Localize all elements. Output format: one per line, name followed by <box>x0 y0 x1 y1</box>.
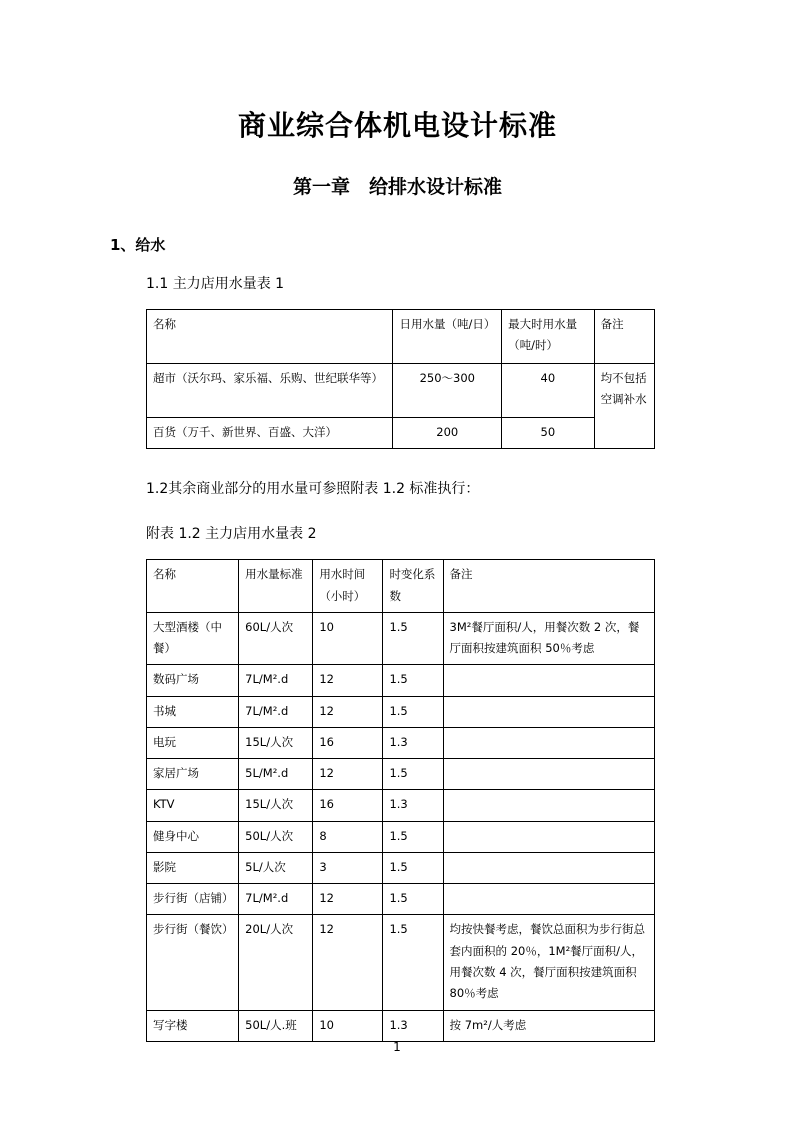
table2-cell-remark <box>443 696 654 727</box>
table-main-store-water-2 <box>146 559 655 1042</box>
table-row <box>147 417 655 448</box>
table2-cell-hours: 10 <box>313 612 383 665</box>
table2-cell-name: 大型酒楼（中餐） <box>147 612 239 665</box>
table2-cell-standard: 20L/人次 <box>239 915 313 1010</box>
subsection-1-2-text: 1.2其余商业部分的用水量可参照附表 1.2 标准执行： <box>146 481 480 498</box>
table1-cell-daily: 250～300 <box>393 363 502 417</box>
table2-cell-hours: 12 <box>313 915 383 1010</box>
table2-cell-name: 数码广场 <box>147 665 239 696</box>
table2-header-hours: 用水时间（小时） <box>313 560 383 613</box>
table1-cell-peak: 50 <box>502 417 595 448</box>
table1-header-daily: 日用水量（吨/日） <box>393 309 502 363</box>
table2-cell-coefficient: 1.3 <box>383 790 443 821</box>
table2-cell-remark <box>443 759 654 790</box>
table1-cell-remark: 均不包括空调补水 <box>594 363 654 448</box>
table2-cell-standard: 15L/人次 <box>239 727 313 758</box>
table2-cell-remark: 按 7m²/人考虑 <box>443 1010 654 1041</box>
table2-cell-hours: 16 <box>313 790 383 821</box>
table2-cell-coefficient: 1.5 <box>383 759 443 790</box>
table-row <box>147 612 655 665</box>
table2-header-coefficient: 时变化系数 <box>383 560 443 613</box>
section-heading-1: 1、给水 <box>110 235 166 254</box>
table2-cell-coefficient: 1.5 <box>383 696 443 727</box>
table1-header-name: 名称 <box>147 309 393 363</box>
table-main-store-water-1 <box>146 309 655 449</box>
table-row <box>147 665 655 696</box>
table2-cell-coefficient: 1.3 <box>383 1010 443 1041</box>
table-row <box>147 759 655 790</box>
table2-cell-remark <box>443 821 654 852</box>
table2-cell-remark: 3M²餐厅面积/人，用餐次数 2 次，餐厅面积按建筑面积 50％考虑 <box>443 612 654 665</box>
table2-cell-name: 书城 <box>147 696 239 727</box>
page-number: 1 <box>393 1040 401 1054</box>
table1-cell-peak: 40 <box>502 363 595 417</box>
table2-cell-hours: 12 <box>313 884 383 915</box>
table-row <box>147 1010 655 1041</box>
table2-cell-standard: 5L/人次 <box>239 852 313 883</box>
table1-cell-daily: 200 <box>393 417 502 448</box>
table1-cell-name: 百货（万千、新世界、百盛、大洋） <box>147 417 393 448</box>
chapter-title: 第一章 给排水设计标准 <box>292 176 502 199</box>
table2-caption: 附表 1.2 主力店用水量表 2 <box>146 526 317 543</box>
table2-cell-hours: 12 <box>313 665 383 696</box>
table2-cell-coefficient: 1.5 <box>383 852 443 883</box>
table-row <box>147 915 655 1010</box>
subsection-1-1-label: 1.1 主力店用水量表 1 <box>146 275 285 292</box>
table2-cell-name: 写字楼 <box>147 1010 239 1041</box>
table-header-row <box>147 309 655 363</box>
table-row <box>147 852 655 883</box>
table2-cell-coefficient: 1.5 <box>383 612 443 665</box>
table2-cell-remark <box>443 790 654 821</box>
table2-cell-hours: 10 <box>313 1010 383 1041</box>
table2-cell-standard: 15L/人次 <box>239 790 313 821</box>
table2-cell-hours: 8 <box>313 821 383 852</box>
table2-cell-remark <box>443 727 654 758</box>
table2-cell-remark: 均按快餐考虑，餐饮总面积为步行街总套内面积的 20％，1M²餐厅面积/人，用餐次数 4 次，餐厅面积按建筑面积 80％考虑 <box>443 915 654 1010</box>
table2-cell-coefficient: 1.5 <box>383 915 443 1010</box>
table2-cell-name: 电玩 <box>147 727 239 758</box>
table2-cell-remark <box>443 665 654 696</box>
table2-cell-name: KTV <box>147 790 239 821</box>
table-row <box>147 727 655 758</box>
document-title: 商业综合体机电设计标准 <box>237 109 557 142</box>
table-row <box>147 696 655 727</box>
table-row <box>147 363 655 417</box>
table-header-row <box>147 560 655 613</box>
table2-header-remark: 备注 <box>443 560 654 613</box>
table2-cell-name: 步行街（餐饮） <box>147 915 239 1010</box>
page-content <box>110 0 685 1042</box>
table-row <box>147 790 655 821</box>
table2-cell-remark <box>443 884 654 915</box>
table2-cell-standard: 7L/M².d <box>239 665 313 696</box>
table2-cell-standard: 60L/人次 <box>239 612 313 665</box>
table2-cell-standard: 50L/人次 <box>239 821 313 852</box>
table2-cell-name: 家居广场 <box>147 759 239 790</box>
table2-header-name: 名称 <box>147 560 239 613</box>
table2-cell-coefficient: 1.5 <box>383 884 443 915</box>
table2-cell-standard: 50L/人.班 <box>239 1010 313 1041</box>
table1-header-peak: 最大时用水量（吨/时） <box>502 309 595 363</box>
table2-cell-hours: 12 <box>313 759 383 790</box>
table2-header-standard: 用水量标准 <box>239 560 313 613</box>
table1-cell-name: 超市（沃尔玛、家乐福、乐购、世纪联华等） <box>147 363 393 417</box>
table2-cell-name: 步行街（店铺） <box>147 884 239 915</box>
table2-cell-name: 健身中心 <box>147 821 239 852</box>
table2-cell-coefficient: 1.5 <box>383 821 443 852</box>
table1-header-remark: 备注 <box>594 309 654 363</box>
table2-cell-standard: 7L/M².d <box>239 696 313 727</box>
table-row <box>147 884 655 915</box>
table2-cell-standard: 7L/M².d <box>239 884 313 915</box>
table2-cell-hours: 12 <box>313 696 383 727</box>
table2-cell-name: 影院 <box>147 852 239 883</box>
table2-cell-hours: 16 <box>313 727 383 758</box>
table-row <box>147 821 655 852</box>
table2-cell-coefficient: 1.3 <box>383 727 443 758</box>
table2-cell-remark <box>443 852 654 883</box>
table2-cell-hours: 3 <box>313 852 383 883</box>
table2-cell-standard: 5L/M².d <box>239 759 313 790</box>
table2-cell-coefficient: 1.5 <box>383 665 443 696</box>
